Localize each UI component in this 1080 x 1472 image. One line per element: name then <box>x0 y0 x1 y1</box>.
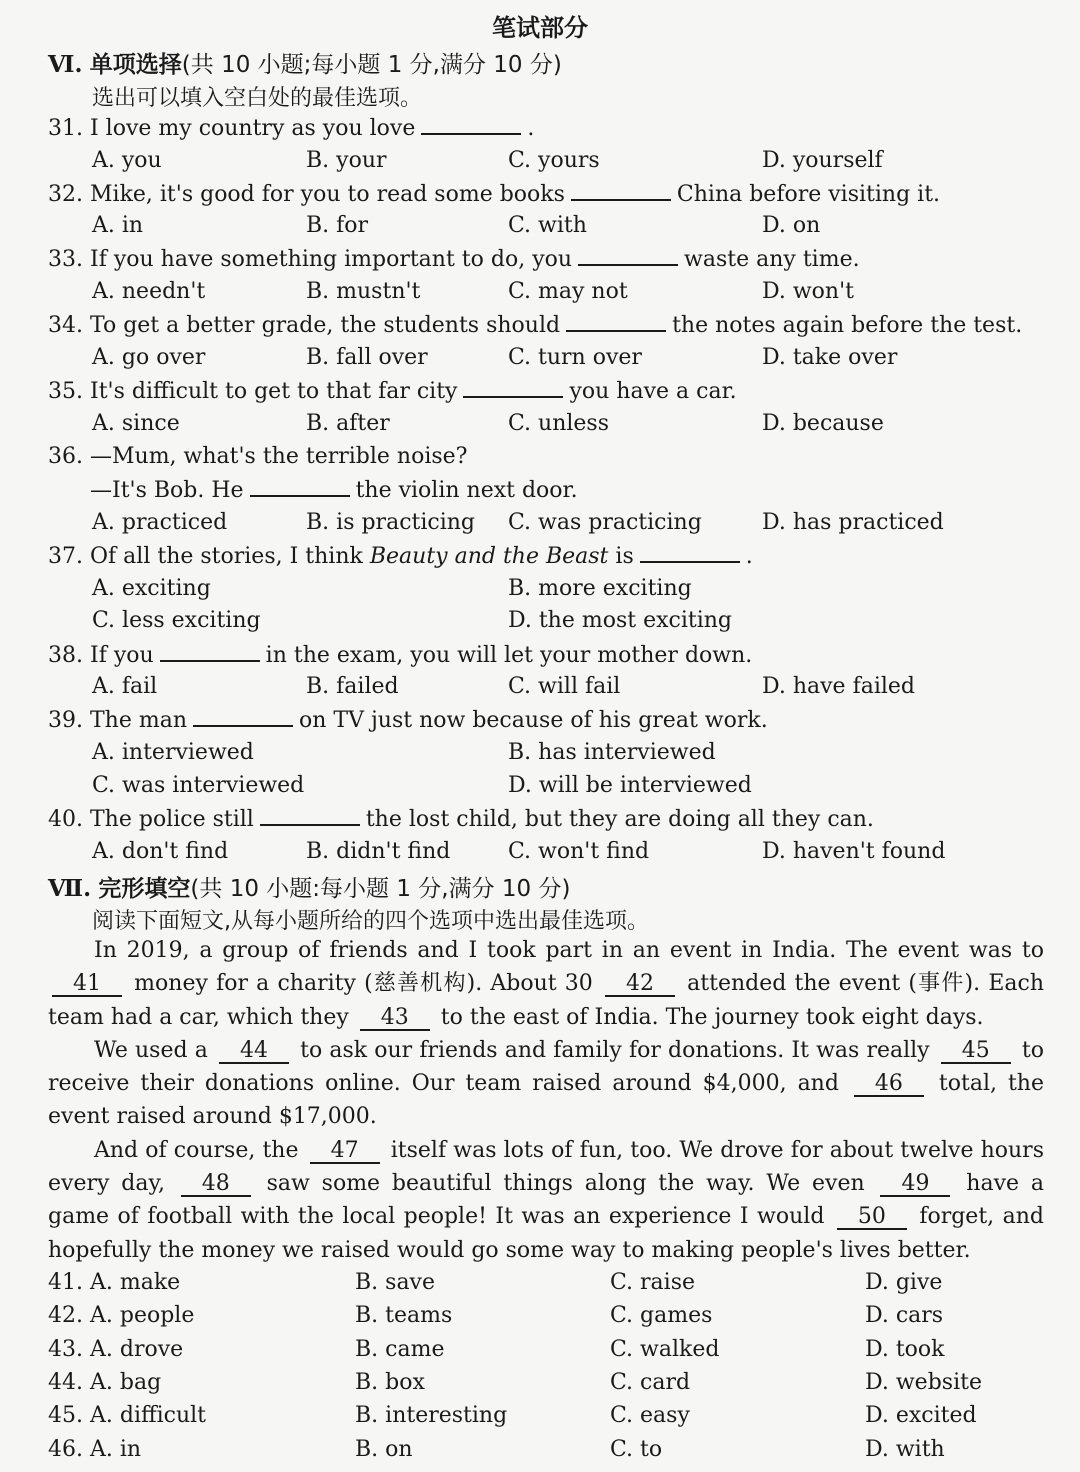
question-stem-end: China before visiting it. <box>676 182 941 207</box>
option-c: C. raise <box>610 1270 696 1295</box>
question-stem: —It's Bob. He <box>90 478 244 503</box>
option-b: B. your <box>306 148 387 173</box>
question-number: 46. <box>48 1437 83 1462</box>
answer-blank <box>640 543 740 563</box>
cloze-blank-44: 44 <box>219 1040 289 1064</box>
question-number: 40. <box>48 807 83 832</box>
option-d: D. take over <box>762 345 898 370</box>
option-b: B. failed <box>306 674 399 699</box>
question-number: 32. <box>48 182 83 207</box>
option-a: A. don't find <box>92 839 229 864</box>
question-number: 39. <box>48 708 83 733</box>
question-35 <box>48 378 737 404</box>
option-d: D. give <box>865 1270 943 1295</box>
question-stem: Of all the stories, I think <box>90 544 363 569</box>
question-stem: It's difficult to get to that far city <box>90 379 458 404</box>
options-34 <box>92 345 1052 375</box>
option-b: B. box <box>355 1370 425 1395</box>
cloze-options-42 <box>48 1303 1058 1333</box>
question-number: 41. <box>48 1270 83 1295</box>
cloze-options-41 <box>48 1270 1058 1300</box>
passage-text: to the east of India. The journey took eight days. <box>433 1004 984 1030</box>
answer-blank <box>260 806 360 826</box>
option-c: C. won't find <box>508 839 650 864</box>
option-a: A. needn't <box>92 279 206 304</box>
options-37-row-1 <box>92 576 1052 606</box>
option-d: D. won't <box>762 279 854 304</box>
question-stem: Mike, it's good for you to read some books <box>90 182 565 207</box>
cloze-blank-43: 43 <box>360 1007 430 1031</box>
passage-text: In 2019, a group of friends and I took part in an event in India. The event was to <box>94 938 1044 963</box>
option-c: C. card <box>610 1370 691 1395</box>
option-c: C. will fail <box>508 674 621 699</box>
option-b: B. after <box>306 411 390 436</box>
section-6-info: (共 10 小题;每小题 1 分,满分 10 分) <box>181 52 562 78</box>
cloze-blank-50: 50 <box>837 1206 907 1230</box>
options-38 <box>92 674 1052 704</box>
options-39-row-2 <box>92 773 1052 803</box>
question-33 <box>48 246 860 272</box>
question-31 <box>48 115 534 141</box>
option-b: B. is practicing <box>306 510 475 535</box>
option-d: D. on <box>762 213 821 238</box>
option-a: A. interviewed <box>92 740 254 765</box>
passage-text: attended the event (事件). Each team had a car, which they <box>48 971 1044 1030</box>
option-a: A. exciting <box>92 576 211 601</box>
story-title: Beauty and the Beast <box>369 544 609 569</box>
option-d: D. has practiced <box>762 510 944 535</box>
option-c: C. to <box>610 1437 663 1462</box>
option-a: A. you <box>92 148 162 173</box>
option-a: A. bag <box>90 1370 162 1395</box>
question-number: 45. <box>48 1403 83 1428</box>
options-36 <box>92 510 1052 540</box>
option-a: A. in <box>90 1437 142 1462</box>
option-b: B. for <box>306 213 369 238</box>
option-c: C. walked <box>610 1337 720 1362</box>
question-39 <box>48 707 768 733</box>
option-d: D. the most exciting <box>508 608 733 633</box>
question-stem-end: the notes again before the test. <box>672 313 1023 338</box>
option-a: A. in <box>92 213 144 238</box>
option-b: B. save <box>355 1270 436 1295</box>
cloze-blank-49: 49 <box>880 1173 950 1197</box>
option-d: D. website <box>865 1370 982 1395</box>
question-37 <box>48 543 753 569</box>
options-40 <box>92 839 1052 869</box>
option-a: A. make <box>90 1270 181 1295</box>
option-a: A. since <box>92 411 180 436</box>
passage-text: We used a <box>94 1037 215 1063</box>
passage-text: total, the event raised around $17,000. <box>48 1071 1044 1130</box>
options-39-row-1 <box>92 740 1052 770</box>
section-7-instruction: 阅读下面短文,从每小题所给的四个选项中选出最佳选项。 <box>92 909 649 934</box>
section-7-heading <box>48 870 570 903</box>
option-d: D. cars <box>865 1303 944 1328</box>
question-stem: The police still <box>90 807 254 832</box>
question-number: 42. <box>48 1303 83 1328</box>
question-stem-end: in the exam, you will let your mother down. <box>265 643 753 668</box>
passage-text: to receive their donations online. Our team raised around $4,000, and <box>48 1037 1044 1097</box>
option-c: C. turn over <box>508 345 642 370</box>
question-number: 34. <box>48 313 83 338</box>
question-stem-end: the violin next door. <box>355 478 578 503</box>
question-number: 31. <box>48 116 83 141</box>
option-a: A. drove <box>90 1337 184 1362</box>
option-c: C. yours <box>508 148 600 173</box>
cloze-blank-46: 46 <box>854 1073 924 1097</box>
question-stem-end: you have a car. <box>569 379 737 404</box>
question-number: 37. <box>48 544 83 569</box>
option-a: A. go over <box>92 345 206 370</box>
section-6-instruction: 选出可以填入空白处的最佳选项。 <box>92 86 423 111</box>
option-a: A. practiced <box>92 510 228 535</box>
passage-text: saw some beautiful things along the way. We even <box>254 1171 877 1197</box>
question-number: 35. <box>48 379 83 404</box>
options-33 <box>92 279 1052 309</box>
question-number: 38. <box>48 643 83 668</box>
cloze-blank-45: 45 <box>941 1040 1011 1064</box>
option-d: D. with <box>865 1437 945 1462</box>
cloze-options-45 <box>48 1403 1058 1433</box>
option-b: B. came <box>355 1337 445 1362</box>
option-d: D. excited <box>865 1403 977 1428</box>
question-stem: To get a better grade, the students should <box>90 313 561 338</box>
passage-text: money for a charity (慈善机构). About 30 <box>126 971 601 997</box>
question-stem: If you <box>90 643 154 668</box>
section-6-heading <box>48 46 562 79</box>
option-d: D. will be interviewed <box>508 773 752 798</box>
question-stem-end: waste any time. <box>684 247 860 272</box>
passage-paragraph-3 <box>48 1134 1044 1267</box>
option-c: C. games <box>610 1303 713 1328</box>
option-d: D. haven't found <box>762 839 946 864</box>
answer-blank <box>566 312 666 332</box>
option-c: C. was interviewed <box>92 773 305 798</box>
question-stem-end: the lost child, but they are doing all they can. <box>365 807 874 832</box>
section-7-info: (共 10 小题:每小题 1 分,满分 10 分) <box>190 876 571 902</box>
option-b: B. didn't find <box>306 839 451 864</box>
cloze-options-46 <box>48 1437 1058 1467</box>
cloze-options-43 <box>48 1337 1058 1367</box>
option-d: D. took <box>865 1337 945 1362</box>
option-c: C. unless <box>508 411 610 436</box>
option-d: D. yourself <box>762 148 883 173</box>
question-34 <box>48 312 1022 338</box>
option-d: D. have failed <box>762 674 916 699</box>
question-stem-end: . <box>527 116 535 141</box>
cloze-passage <box>48 934 1044 1267</box>
option-c: C. may not <box>508 279 628 304</box>
question-stem: I love my country as you love <box>90 116 416 141</box>
question-36-line-2 <box>90 477 578 503</box>
cloze-blank-47: 47 <box>310 1140 380 1164</box>
passage-text: to ask our friends and family for donations. It was really <box>292 1037 937 1063</box>
section-7-numeral: Ⅶ. <box>48 875 92 902</box>
option-b: B. has interviewed <box>508 740 716 765</box>
passage-paragraph-2 <box>48 1034 1044 1134</box>
question-number: 43. <box>48 1337 83 1362</box>
question-number: 33. <box>48 247 83 272</box>
section-6-numeral: Ⅵ. <box>48 51 83 78</box>
question-stem-end: . <box>745 544 753 569</box>
option-a: A. fail <box>92 674 158 699</box>
cloze-blank-48: 48 <box>181 1173 251 1197</box>
option-d: D. because <box>762 411 884 436</box>
section-7-label: 完形填空 <box>98 876 191 902</box>
answer-blank <box>578 246 678 266</box>
question-40 <box>48 806 874 832</box>
answer-blank <box>193 707 293 727</box>
page-title: 笔试部分 <box>492 14 588 42</box>
option-b: B. fall over <box>306 345 428 370</box>
option-c: C. less exciting <box>92 608 261 633</box>
option-a: A. people <box>90 1303 195 1328</box>
option-b: B. on <box>355 1437 413 1462</box>
question-36 <box>48 444 467 469</box>
passage-text: forget, and hopefully the money we raised would go some way to making people's lives better. <box>48 1204 1044 1263</box>
cloze-blank-41: 41 <box>52 973 122 997</box>
section-6-label: 单项选择 <box>89 52 182 78</box>
question-stem-end: on TV just now because of his great work. <box>299 708 768 733</box>
answer-blank <box>571 181 671 201</box>
question-stem: If you have something important to do, you <box>90 247 573 272</box>
question-number: 36. <box>48 444 83 469</box>
option-b: B. interesting <box>355 1403 508 1428</box>
answer-blank <box>421 115 521 135</box>
option-a: A. difficult <box>90 1403 207 1428</box>
answer-blank <box>250 477 350 497</box>
cloze-options-44 <box>48 1370 1058 1400</box>
option-c: C. easy <box>610 1403 690 1428</box>
option-b: B. teams <box>355 1303 453 1328</box>
options-32 <box>92 213 1052 243</box>
passage-text: have a game of football with the local people! It was an experience I would <box>48 1171 1044 1230</box>
option-b: B. mustn't <box>306 279 421 304</box>
options-35 <box>92 411 1052 441</box>
passage-text: And of course, the <box>94 1137 306 1163</box>
option-c: C. with <box>508 213 587 238</box>
options-37-row-2 <box>92 608 1052 638</box>
question-stem: The man <box>90 708 188 733</box>
option-c: C. was practicing <box>508 510 702 535</box>
passage-text: itself was lots of fun, too. We drove for about twelve hours every day, <box>48 1137 1044 1197</box>
question-38 <box>48 642 752 668</box>
passage-paragraph-1 <box>48 934 1044 1034</box>
question-stem: —Mum, what's the terrible noise? <box>90 444 468 469</box>
cloze-blank-42: 42 <box>605 973 675 997</box>
answer-blank <box>463 378 563 398</box>
question-32 <box>48 181 940 207</box>
options-31 <box>92 148 1052 178</box>
question-stem-mid: is <box>615 544 634 569</box>
question-number: 44. <box>48 1370 83 1395</box>
option-b: B. more exciting <box>508 576 692 601</box>
answer-blank <box>160 642 260 662</box>
